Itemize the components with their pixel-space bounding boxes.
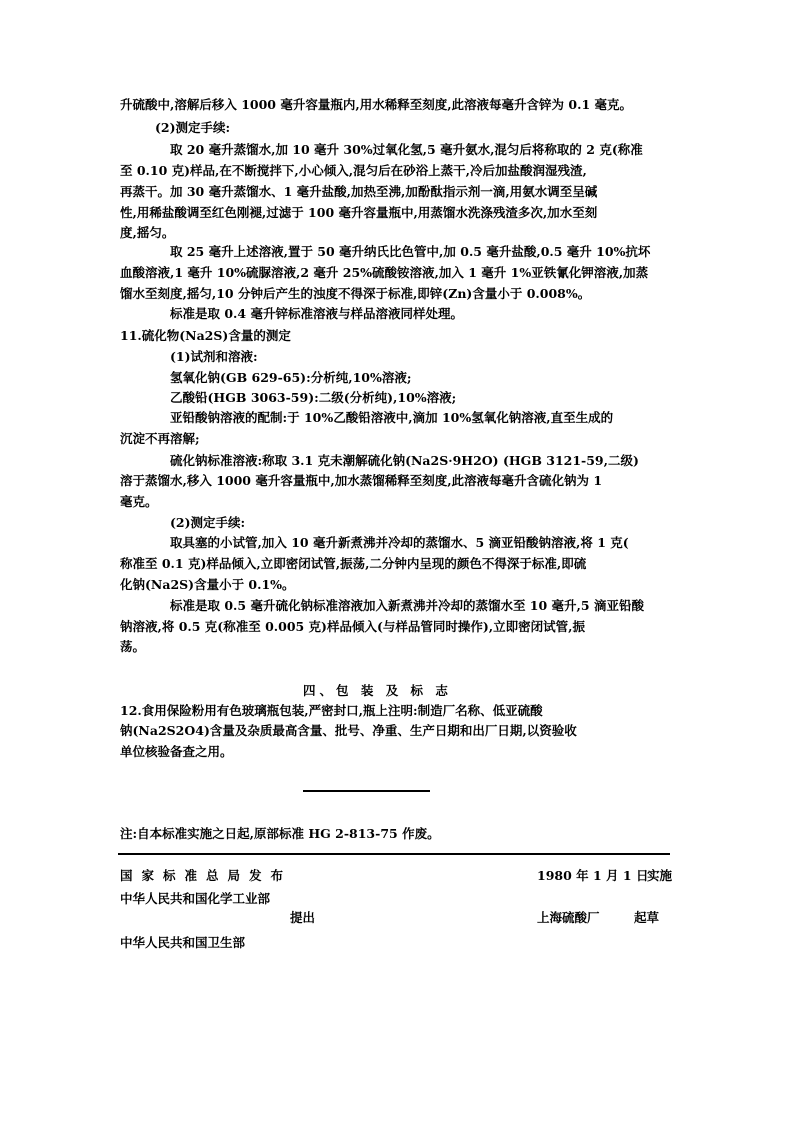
text-line: 至 0.10 克)样品,在不断搅拌下,小心倾入,混匀后在砂浴上蒸干,冷后加盐酸润湿残渣, — [120, 163, 587, 178]
text-line: 取 20 毫升蒸馏水,加 10 毫升 30%过氧化氢,5 毫升氨水,混匀后将称取的 2 克(称准 — [170, 142, 643, 157]
footnote: 注:自本标准实施之日起,原部标准 HG 2-813-75 作废。 — [120, 826, 440, 841]
text-line: 血酸溶液,1 毫升 10%硫脲溶液,2 毫升 25%硫酸铵溶液,加入 1 毫升 1%亚铁氰化钾溶液,加蒸 — [120, 265, 649, 280]
section-title: 11.硫化物(Na2S)含量的测定 — [120, 328, 291, 343]
text-line: 亚铅酸钠溶液的配制:于 10%乙酸铅溶液中,滴加 10%氢氧化钠溶液,直至生成的 — [170, 410, 614, 425]
text-line: 氢氧化钠(GB 629-65):分析纯,10%溶液; — [170, 370, 412, 385]
proposed-label: 提出 — [290, 910, 316, 925]
text-line: 12.食用保险粉用有色玻璃瓶包装,严密封口,瓶上注明:制造厂名称、低亚硫酸 — [120, 703, 543, 718]
divider — [303, 790, 430, 792]
drafted-label: 起草 — [634, 910, 660, 925]
text-line: 度,摇匀。 — [120, 225, 175, 240]
effective-label: 实施 — [647, 868, 673, 883]
effective-date: 1980 年 1 月 1 日 — [537, 868, 649, 883]
ministry-chemical: 中华人民共和国化学工业部 — [120, 891, 271, 906]
text-line: 性,用稀盐酸调至红色刚褪,过滤于 100 毫升容量瓶中,用蒸馏水洗涤残渣多次,加水至刻 — [120, 205, 598, 220]
footer-divider — [118, 853, 670, 855]
text-line: 钠溶液,将 0.5 克(称准至 0.005 克)样品倾入(与样品管同时操作),立即密闭试管,振 — [120, 619, 586, 634]
drafting-unit: 上海硫酸厂 — [537, 910, 600, 925]
issuer-label: 国家标准总局发布 — [120, 868, 293, 883]
text-line: 标准是取 0.4 毫升锌标准溶液与样品溶液同样处理。 — [170, 306, 463, 321]
text-line: 馏水至刻度,摇匀,10 分钟后产生的浊度不得深于标准,即锌(Zn)含量小于 0.008%。 — [120, 286, 591, 301]
text-line: 毫克。 — [120, 494, 158, 509]
subsection-heading: (1)试剂和溶液: — [170, 349, 258, 364]
text-line: 钠(Na2S2O4)含量及杂质最高含量、批号、净重、生产日期和出厂日期,以资验收 — [120, 723, 577, 738]
subsection-heading: (2)测定手续: — [155, 120, 231, 135]
text-line: 标准是取 0.5 毫升硫化钠标准溶液加入新煮沸并冷却的蒸馏水至 10 毫升,5 滴亚铅酸 — [170, 598, 644, 613]
text-line: 取 25 毫升上述溶液,置于 50 毫升纳氏比色管中,加 0.5 毫升盐酸,0.5 毫升 10%抗坏 — [170, 244, 651, 259]
text-line: 硫化钠标准溶液:称取 3.1 克未潮解硫化钠(Na2S·9H2O) (HGB 3121-59,二级) — [170, 453, 639, 468]
text-line: 荡。 — [120, 639, 146, 654]
text-line: 沉淀不再溶解; — [120, 431, 200, 446]
subsection-heading: (2)测定手续: — [170, 515, 246, 530]
text-line: 再蒸干。加 30 毫升蒸馏水、1 毫升盐酸,加热至沸,加酚酞指示剂一滴,用氨水调至呈碱 — [120, 184, 598, 199]
chapter-heading: 四、包 装 及 标 志 — [303, 683, 452, 698]
text-line: 化钠(Na2S)含量小于 0.1%。 — [120, 577, 295, 592]
text-line: 称准至 0.1 克)样品倾入,立即密闭试管,振荡,二分钟内呈现的颜色不得深于标准,即硫 — [120, 556, 587, 571]
text-line: 单位核验备查之用。 — [120, 744, 233, 759]
text-line: 升硫酸中,溶解后移入 1000 毫升容量瓶内,用水稀释至刻度,此溶液每毫升含锌为 0.1 毫克。 — [120, 97, 633, 112]
ministry-health: 中华人民共和国卫生部 — [120, 935, 246, 950]
text-line: 溶于蒸馏水,移入 1000 毫升容量瓶中,加水蒸馏稀释至刻度,此溶液每毫升含硫化钠为 1 — [120, 473, 603, 488]
text-line: 取具塞的小试管,加入 10 毫升新煮沸并冷却的蒸馏水、5 滴亚铅酸钠溶液,将 1 克( — [170, 535, 629, 550]
text-line: 乙酸铅(HGB 3063-59):二级(分析纯),10%溶液; — [170, 390, 457, 405]
